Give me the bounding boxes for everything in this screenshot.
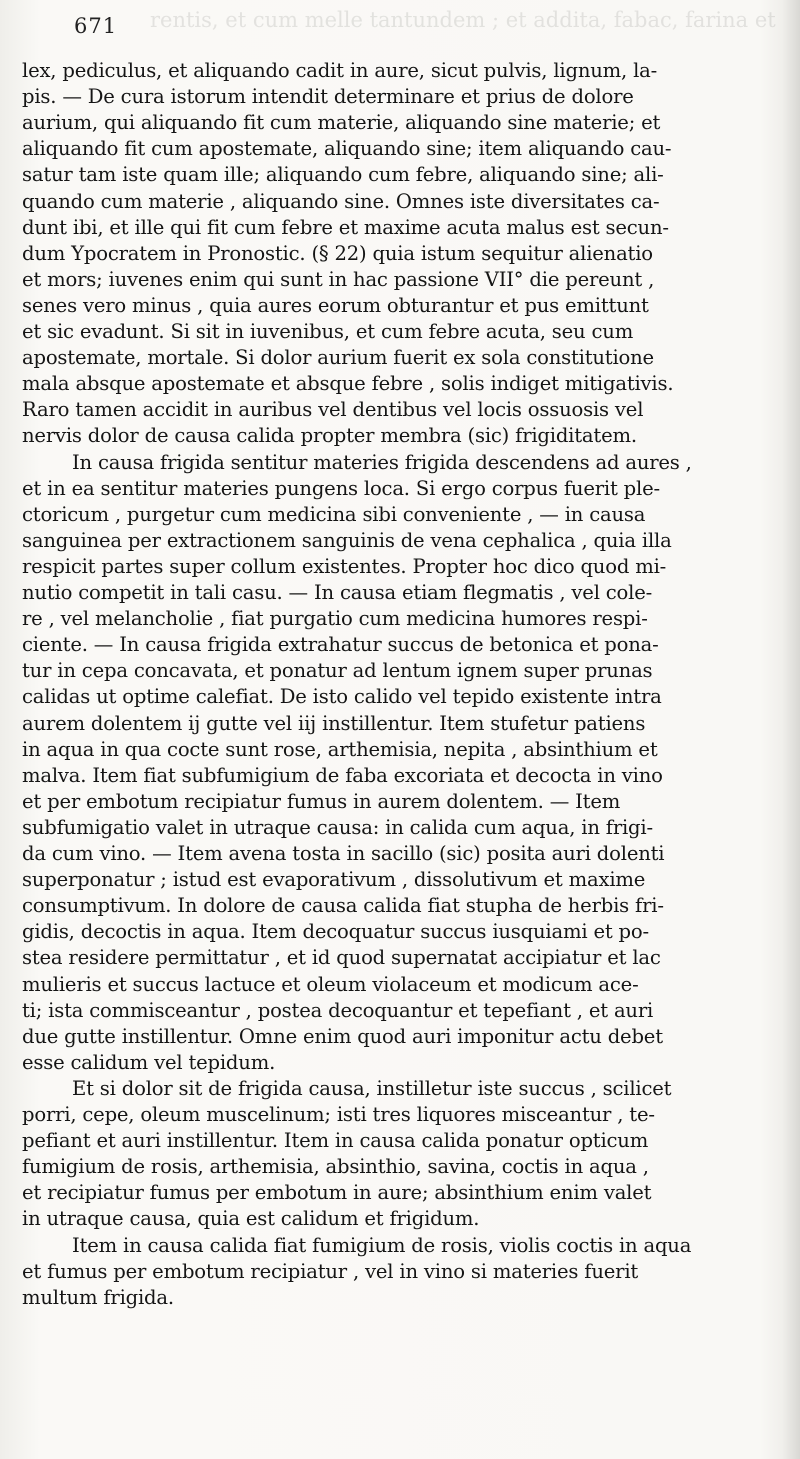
text-line: nutio competit in tali casu. — In causa etiam flegmatis , vel cole- [22, 581, 653, 604]
text-line: et sic evadunt. Si sit in iuvenibus, et cum febre acuta, seu cum [22, 320, 634, 343]
text-line: ciente. — In causa frigida extrahatur succus de betonica et pona- [22, 633, 659, 657]
text-line: pis. — De cura istorum intendit determinare et prius de dolore [22, 85, 634, 109]
text-line: ti; ista commisceantur , postea decoquantur et tepefiant , et auri [22, 998, 654, 1022]
text-line: mulieris et succus lactuce et oleum violaceum et modicum ace- [22, 972, 639, 996]
text-line: porri, cepe, oleum muscelinum; isti tres liquores misceantur , te- [22, 1103, 655, 1126]
page-edge-shadow [782, 0, 800, 1459]
text-line: et in ea sentitur materies pungens loca. Si ergo corpus fuerit ple- [22, 476, 660, 500]
text-line: senes vero minus , quia aures eorum obturantur et pus emittunt [22, 293, 649, 317]
text-line: da cum vino. — Item avena tosta in sacillo (sic) posita auri dolenti [22, 842, 665, 865]
text-line: aurium, qui aliquando fit cum materie, aliquando sine materie; et [22, 111, 661, 135]
text-line: pefiant et auri instillentur. Item in causa calida ponatur opticum [22, 1129, 649, 1153]
text-line: et recipiatur fumus per embotum in aure; absinthium enim valet [22, 1181, 652, 1205]
text-line: nervis dolor de causa calida propter membra (sic) frigiditatem. [22, 424, 637, 448]
text-line: subfumigatio valet in utraque causa: in calida cum aqua, in frigi- [22, 815, 653, 839]
text-line: lex, pediculus, et aliquando cadit in aure, sicut pulvis, lignum, la- [22, 59, 658, 82]
text-line: stea residere permittatur , et id quod supernatat accipiatur et lac [22, 946, 661, 970]
text-line: et per embotum recipiatur fumus in aurem dolentem. — Item [22, 789, 621, 813]
text-line: et mors; iuvenes enim qui sunt in hac passione VII° die pereunt , [22, 267, 655, 291]
text-line: esse calidum vel tepidum. [22, 1050, 276, 1074]
text-line: Et si dolor sit de frigida causa, instilletur iste succus , scilicet [72, 1076, 672, 1100]
text-line: tur in cepa concavata, et ponatur ad lentum ignem super prunas [22, 659, 653, 683]
text-line: aliquando fit cum apostemate, aliquando sine; item aliquando cau- [22, 137, 672, 161]
text-line: satur tam iste quam ille; aliquando cum febre, aliquando sine; ali- [22, 163, 664, 187]
text-line: re , vel melancholie , fiat purgatio cum medicina humores respi- [22, 607, 648, 631]
text-line: Item in causa calida fiat fumigium de rosis, violis coctis in aqua [72, 1233, 692, 1257]
text-line: in aqua in qua cocte sunt rose, arthemisia, nepita , absinthium et [22, 737, 658, 761]
bleed-through-text: rentis, et cum melle tantundem ; et addita, fabac, farina et [150, 8, 776, 32]
text-line: et fumus per embotum recipiatur , vel in vino si materies fuerit [22, 1259, 639, 1283]
text-line: consumptivum. In dolore de causa calida fiat stupha de herbis fri- [22, 894, 664, 918]
text-line: respicit partes super collum existentes. Propter hoc dico quod mi- [22, 554, 667, 578]
text-line: dum Ypocratem in Pronostic. (§ 22) quia istum sequitur alienatio [22, 241, 653, 265]
text-line: dunt ibi, et ille qui fit cum febre et maxime acuta malus est secun- [22, 215, 669, 239]
text-line: ctoricum , purgetur cum medicina sibi conveniente , — in causa [22, 502, 646, 526]
text-line: multum frigida. [22, 1285, 174, 1309]
text-line: Raro tamen accidit in auribus vel dentibus vel locis ossuosis vel [22, 398, 644, 422]
text-line: sanguinea per extractionem sanguinis de vena cephalica , quia illa [22, 528, 672, 552]
text-line: fumigium de rosis, arthemisia, absinthio, savina, coctis in aqua , [22, 1155, 649, 1179]
text-line: malva. Item fiat subfumigium de faba excoriata et decocta in vino [22, 763, 663, 787]
text-line: due gutte instillentur. Omne enim quod auri imponitur actu debet [22, 1024, 663, 1048]
text-line: gidis, decoctis in aqua. Item decoquatur succus iusquiami et po- [22, 920, 649, 944]
text-line: in utraque causa, quia est calidum et frigidum. [22, 1207, 480, 1231]
text-line: mala absque apostemate et absque febre , solis indiget mitigativis. [22, 372, 674, 396]
page-number: 671 [74, 14, 118, 38]
text-line: quando cum materie , aliquando sine. Omnes iste diversitates ca- [22, 189, 660, 213]
text-line: superponatur ; istud est evaporativum , dissolutivum et maxime [22, 868, 646, 892]
text-line: apostemate, mortale. Si dolor aurium fuerit ex sola constitutione [22, 346, 654, 370]
text-line: In causa frigida sentitur materies frigida descendens ad aures , [72, 450, 692, 474]
text-line: calidas ut optime calefiat. De isto calido vel tepido existente intra [22, 685, 662, 709]
text-line: aurem dolentem ij gutte vel iij instillentur. Item stufetur patiens [22, 711, 646, 735]
